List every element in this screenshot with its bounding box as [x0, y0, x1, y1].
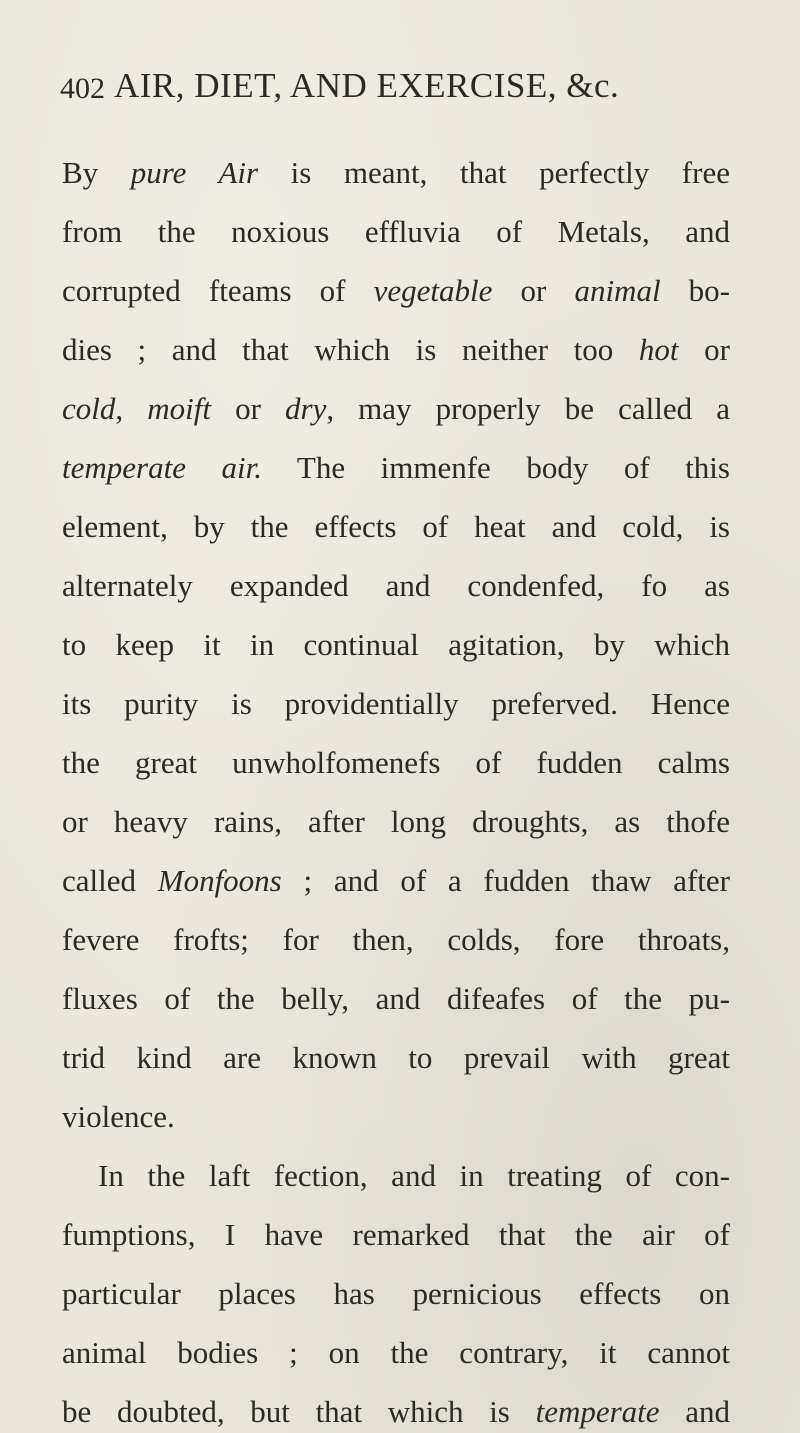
text-line: In the laft fection, and in treating of con-	[98, 1158, 730, 1193]
text-line: violence.	[62, 1099, 175, 1134]
text-line: particular places has pernicious effects on	[62, 1276, 730, 1311]
page-header	[60, 66, 750, 116]
text-line: trid kind are known to prevail with great	[62, 1040, 730, 1075]
text-line: be doubted, but that which is temperate and	[62, 1394, 730, 1429]
text-line: animal bodies ; on the contrary, it cannot	[62, 1335, 730, 1370]
text-line: temperate air. The immenfe body of this	[62, 450, 730, 485]
text-line: cold, moift or dry, may properly be called a	[62, 391, 730, 426]
text-line: element, by the effects of heat and cold, is	[62, 509, 730, 544]
text-line: from the noxious effluvia of Metals, and	[62, 214, 730, 249]
text-line: corrupted fteams of vegetable or animal bo-	[62, 273, 731, 308]
text-line: dies ; and that which is neither too hot or	[62, 332, 730, 367]
text-line: to keep it in continual agitation, by which	[62, 627, 730, 662]
running-title: AIR, DIET, AND EXERCISE, &c.	[114, 66, 620, 105]
text-line: fevere frofts; for then, colds, fore throats,	[62, 922, 730, 957]
text-line: By pure Air is meant, that perfectly free	[62, 155, 730, 190]
text-line: fumptions, I have remarked that the air of	[62, 1217, 730, 1252]
text-line: fluxes of the belly, and difeafes of the pu-	[62, 981, 730, 1016]
text-line: alternately expanded and condenfed, fo as	[62, 568, 730, 603]
text-line: called Monfoons ; and of a fudden thaw after	[62, 863, 730, 898]
text-line: its purity is providentially preferved. Hence	[62, 686, 730, 721]
page-number: 402	[60, 72, 105, 105]
text-line: or heavy rains, after long droughts, as thofe	[62, 804, 730, 839]
text-line: the great unwholfomenefs of fudden calms	[62, 745, 730, 780]
